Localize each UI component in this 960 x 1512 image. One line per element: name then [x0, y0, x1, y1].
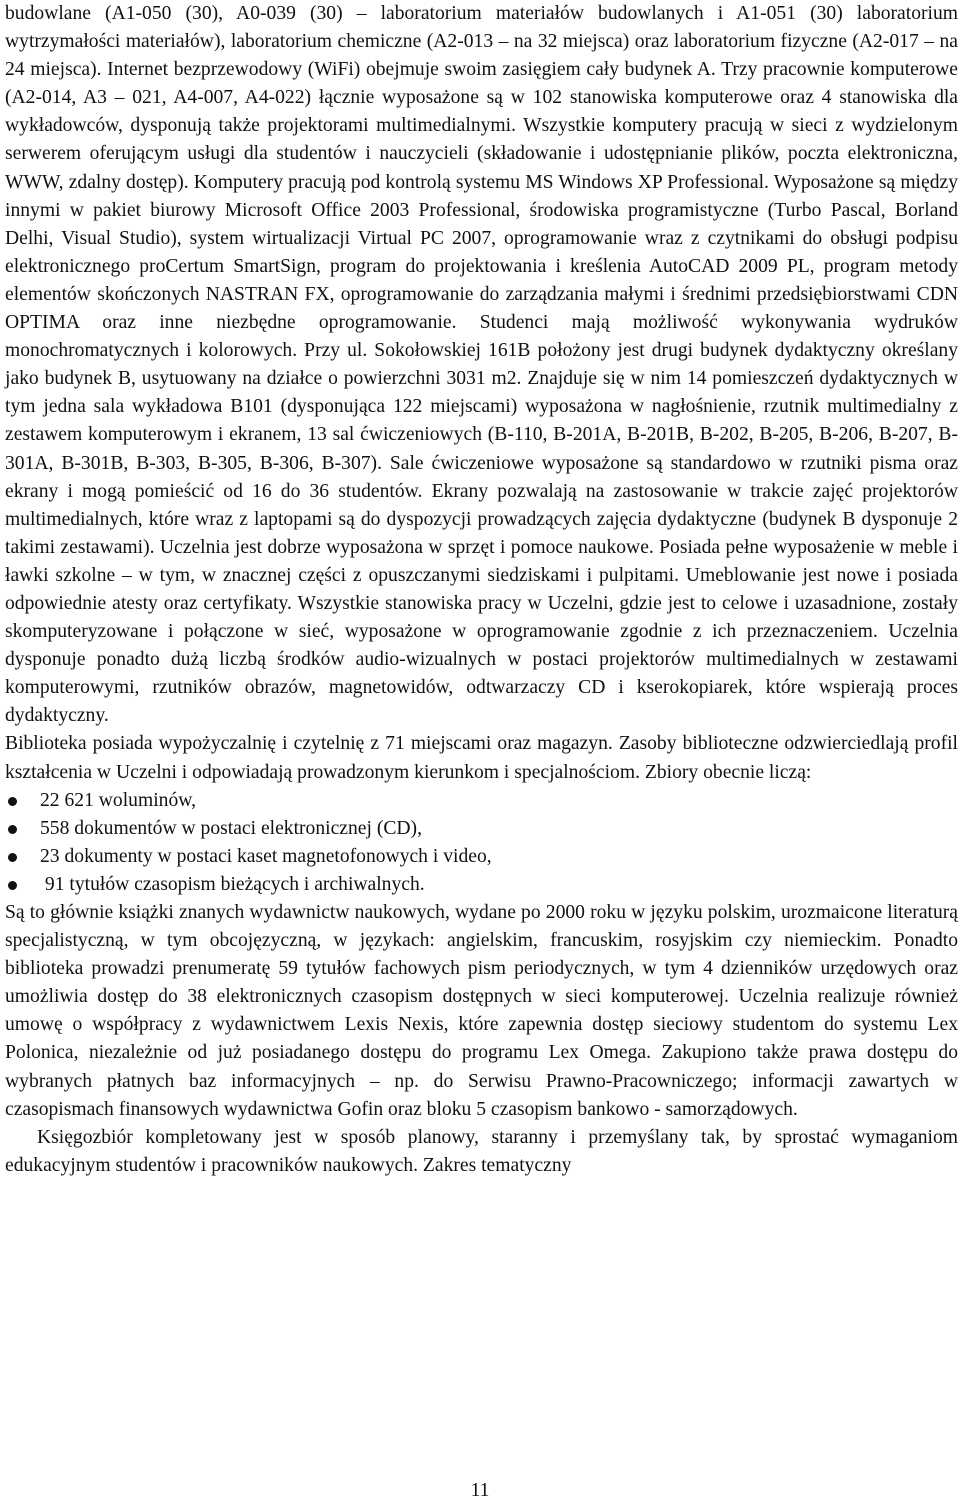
list-item-text: 23 dokumenty w postaci kaset magnetofonowych i video,: [40, 845, 492, 867]
list-item-text: 91 tytułów czasopism bieżących i archiwalnych.: [40, 873, 425, 895]
bullet-icon: [8, 881, 17, 890]
list-item: [5, 843, 958, 871]
paragraph-facilities: budowlane (A1-050 (30), A0-039 (30) – laboratorium materiałów budowlanych i A1-051 (30) laboratorium wytrzymałości materiałów), laboratorium chemiczne (A2-013 – na 32 miejsca) oraz laboratorium fizyczne (A2-017 – na 24 miejsca). Internet bezprzewodowy (WiFi) obejmuje swoim zasięgiem cały budynek A. Trzy pracownie komputerowe (A2-014, A3 – 021, A4-007, A4-022) łącznie wyposażone są w 102 stanowiska komputerowe oraz 4 stanowiska dla wykładowców, dysponują także projektorami multimedialnymi. Wszystkie komputery pracują w sieci z wydzielonym serwerem oferującym usługi dla studentów i nauczycieli (składowanie i udostępnianie plików, poczta elektroniczna, WWW, zdalny dostęp). Komputery pracują pod kontrolą systemu MS Windows XP Professional. Wyposażone są między innymi w pakiet biurowy Microsoft Office 2003 Professional, środowiska programistyczne (Turbo Pascal, Borland Delhi, Visual Studio), system wirtualizacji Virtual PC 2007, oprogramowanie wraz z czytnikami do obsługi podpisu elektronicznego proCertum SmartSign, program do projektowania i kreślenia AutoCAD 2009 PL, program metody elementów skończonych NASTRAN FX, oprogramowanie do zarządzania małymi i średnimi przedsiębiorstwami CDN OPTIMA oraz inne niezbędne oprogramowanie. Studenci mają możliwość wykonywania wydruków monochromatycznych i kolorowych. Przy ul. Sokołowskiej 161B położony jest drugi budynek dydaktyczny określany jako budynek B, usytuowany na działce o powierzchni 3031 m2. Znajduje się w nim 14 pomieszczeń dydaktycznych w tym jedna sala wykładowa B101 (dysponująca 122 miejscami) wyposażona w nagłośnienie, rzutnik multimedialny z zestawem komputerowym i ekranem, 13 sal ćwiczeniowych (B-110, B-201A, B-201B, B-202, B-205, B-206, B-207, B-301A, B-301B, B-303, B-305, B-306, B-307). Sale ćwiczeniowe wyposażone są standardowo w rzutniki pisma oraz ekrany i mogą pomieścić od 16 do 36 studentów. Ekrany pozwalają na zastosowanie w trakcie zajęć projektorów multimedialnych, które wraz z laptopami są do dyspozycji prowadzących zajęcia dydaktyczne (budynek B dysponuje 2 takimi zestawami). Uczelnia jest dobrze wyposażona w sprzęt i pomoce naukowe. Posiada pełne wyposażenie w meble i ławki szkolne – w tym, w znacznej części z opuszczanymi siedziskami i pulpitami. Umeblowanie jest nowe i posiada odpowiednie atesty oraz certyfikaty. Wszystkie stanowiska pracy w Uczelni, gdzie jest to celowe i uzasadnione, zostały skomputeryzowane i połączone w sieć, wyposażone w oprogramowanie zgodnie z ich przeznaczeniem. Uczelnia dysponuje ponadto dużą liczbą środków audio-wizualnych w postaci projektorów multimedialnych w zestawami komputerowymi, rzutników obrazów, magnetowidów, odtwarzaczy CD i kserokopiarek, które wspierają proces dydaktyczny.: [5, 3, 958, 727]
document-page: [5, 0, 958, 1180]
list-item-text: 558 dokumentów w postaci elektronicznej (CD),: [40, 817, 422, 839]
list-item: [5, 871, 958, 899]
list-item-text: 22 621 woluminów,: [40, 789, 197, 811]
paragraph-library-intro: Biblioteka posiada wypożyczalnię i czytelnię z 71 miejscami oraz magazyn. Zasoby biblioteczne odzwierciedlają profil kształcenia w Uczelni i odpowiadają prowadzonym kierunkom i specjalnościom. Zbiory obecnie liczą:: [5, 733, 958, 783]
page-number: 11: [470, 1480, 490, 1501]
paragraph-book-collection: Księgozbiór kompletowany jest w sposób planowy, staranny i przemyślany tak, by sprostać wymaganiom edukacyjnym studentów i pracowników naukowych. Zakres tematyczny: [5, 1126, 958, 1176]
bullet-icon: [8, 853, 17, 862]
bullet-icon: [8, 797, 17, 806]
paragraph-library-resources: Są to głównie książki znanych wydawnictw naukowych, wydane po 2000 roku w języku polskim, urozmaicone literaturą specjalistyczną, w tym obcojęzyczną, w językach: angielskim, francuskim, rosyjskim czy niemieckim. Ponadto biblioteka prowadzi prenumeratę 59 tytułów fachowych pism periodycznych, w tym 4 dzienników urzędowych oraz umożliwia dostęp do 38 elektronicznych czasopism dostępnych w sieci komputerowej. Uczelnia realizuje również umowę o współpracy z wydawnictwem Lexis Nexis, które zapewnia dostęp sieciowy studentom do systemu Lex Polonica, niezależnie od już posiadanego dostępu do programu Lex Omega. Zakupiono także prawa dostępu do wybranych płatnych baz informacyjnych – np. do Serwisu Prawno-Pracowniczego; informacji zawartych w czasopismach finansowych wydawnictwa Gofin oraz bloku 5 czasopism bankowo - samorządowych.: [5, 902, 958, 1120]
list-item: [5, 815, 958, 843]
list-item: [5, 787, 958, 815]
bullet-icon: [8, 825, 17, 834]
collections-list: [5, 787, 958, 899]
